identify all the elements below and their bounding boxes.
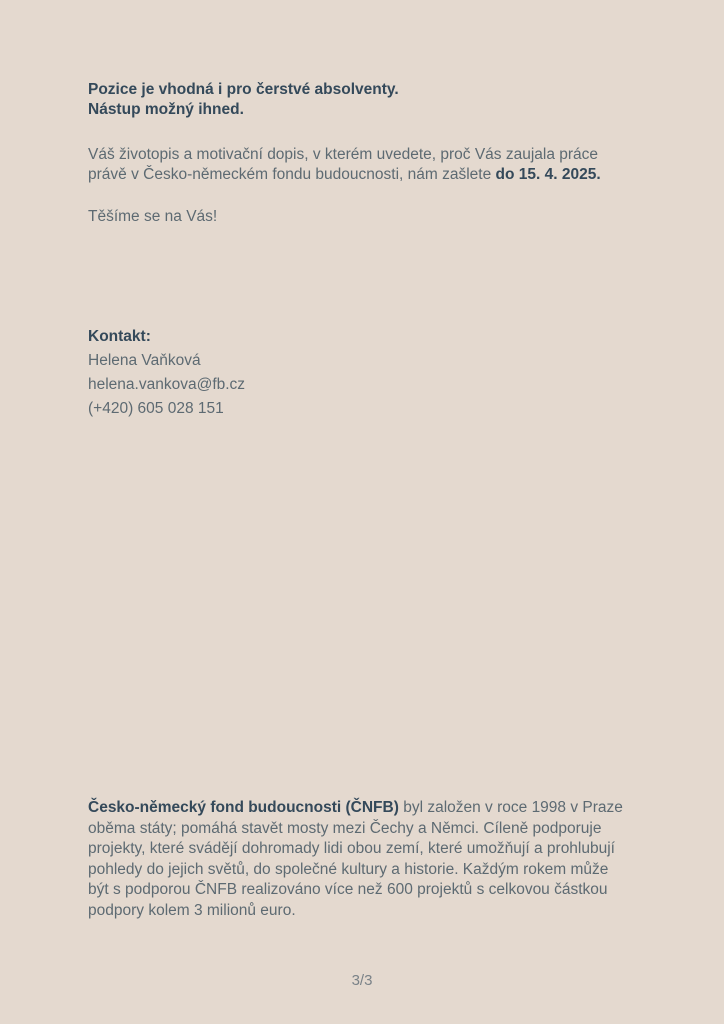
organization-name: Česko-německý fond budoucnosti (ČNFB) xyxy=(88,799,399,816)
about-line-1 xyxy=(88,798,648,819)
contact-section xyxy=(88,325,648,421)
contact-email[interactable]: helena.vankova@fb.cz xyxy=(88,376,246,393)
application-line-2-text: právě v Česko-německém fondu budoucnosti, nám zašlete xyxy=(88,166,496,183)
application-deadline: do 15. 4. 2025. xyxy=(495,166,601,183)
closing-greeting xyxy=(88,207,648,227)
about-line-2: oběma státy; pomáhá stavět mosty mezi Čechy a Němci. Cíleně podporuje xyxy=(88,819,602,837)
about-line-3: projekty, které svádějí dohromady lidi obou zemí, které umožňují a prohlubují xyxy=(88,840,615,857)
application-line-2 xyxy=(88,165,648,185)
contact-heading: Kontakt: xyxy=(88,328,151,345)
position-notes xyxy=(88,80,648,120)
application-instructions xyxy=(88,145,648,185)
contact-name: Helena Vaňková xyxy=(88,352,201,369)
about-line-1-rest: byl založen v roce 1998 v Praze xyxy=(398,799,623,816)
start-date-note: Nástup možný ihned. xyxy=(88,101,244,118)
about-line-5: být s podporou ČNFB realizováno více než 600 projektů s celkovou částkou xyxy=(88,881,608,898)
graduates-note: Pozice je vhodná i pro čerstvé absolventy. xyxy=(88,81,399,98)
page-number: 3/3 xyxy=(351,972,373,989)
application-line-1: Váš životopis a motivační dopis, v kterém uvedete, proč Vás zaujala práce xyxy=(88,146,599,163)
closing-text: Těšíme se na Vás! xyxy=(88,208,218,225)
contact-phone[interactable]: (+420) 605 028 151 xyxy=(88,400,224,417)
about-line-4: pohledy do jejich světů, do společné kultury a historie. Každým rokem může xyxy=(88,860,609,878)
about-line-6: podpory kolem 3 milionů euro. xyxy=(88,901,296,919)
about-organization xyxy=(88,798,648,921)
